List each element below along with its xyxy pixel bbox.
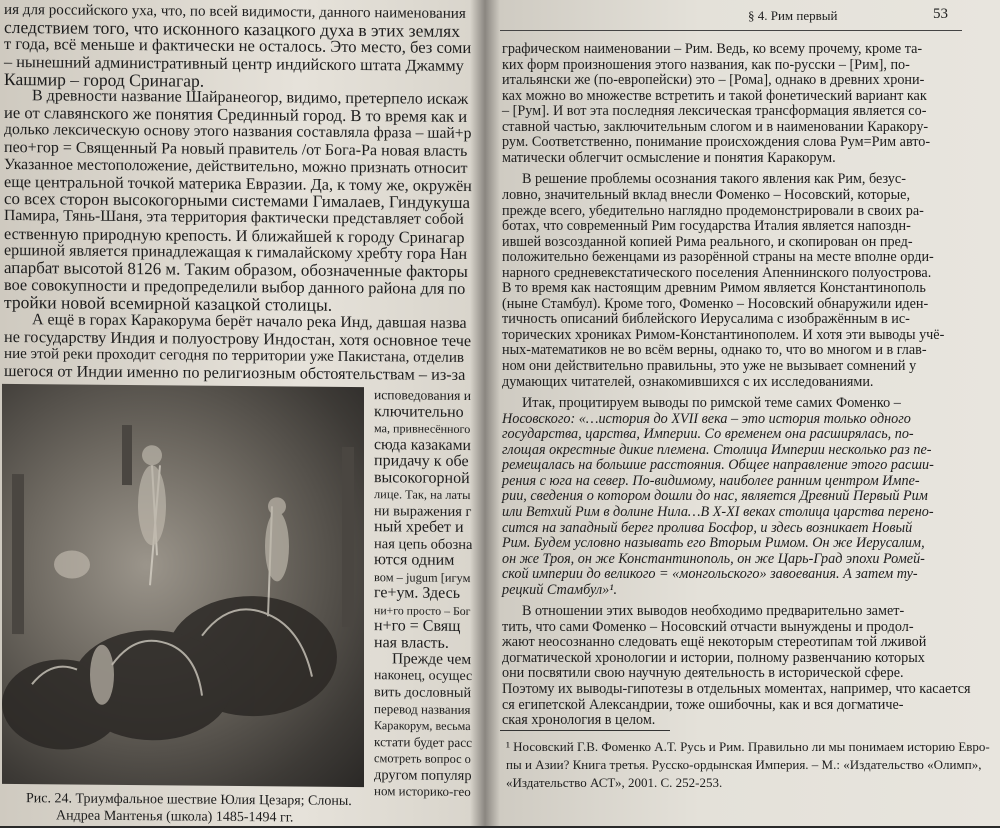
left-text-line: следствием того, что исконного казацкого духа в этих землях [4,17,460,42]
right-text-line: положительно беженцами из разорённой страны на месте вполне орди- [502,249,934,266]
right-text-line: Итак, процитируем выводы по римской теме самих Фоменко – [522,395,901,412]
right-text-line: ской империи до великого = «монгольского» завоевания. А затем ту- [502,566,918,583]
right-text-line: ившей возсозданной копией Рима реального, и скопирован он пред- [502,233,913,250]
left-text-line: Памира, Тянь-Шаня, эта территория фактически представляет собой [4,207,464,229]
right-text-line: графическом наименовании – Рим. Ведь, ко всему прочему, кроме та- [502,41,923,57]
right-text-line: глощая окрестные дикие племена. Столица Империи несколько раз пе- [502,441,932,458]
side-text-line: вить дословный [374,684,472,702]
footnote-rule [500,730,670,731]
side-text-line: наконец, осущес [374,667,473,684]
figure-caption-line-2: Андреа Мантенья (школа) 1485-1494 гг. [56,808,294,826]
right-text-line: рения с юга на север. По-видимому, наиболее ранним центром Импе- [502,472,920,489]
right-text-line: Носовского: «…история до XVII века – это история только одного [502,410,911,427]
right-text-line: ская хронология в целом. [502,712,656,729]
side-text-line: придачу к обе [374,452,469,471]
left-text-line: не государству Индия и полуострову Индостан, хотя основное тече [4,326,472,350]
left-text-line: ие от славянского же понятия Срединный город. В то время как и [4,103,468,127]
right-text-line: государства, царства, Империи. Со временем она расширялась, по- [502,426,914,443]
left-text-line: пео+гор = Священный Ра новый правитель /от Бога-Ра новая власть [4,138,468,160]
left-text-line: – нынешний административный центр индийского штата Джамму [4,51,464,75]
left-text-line: вое совокупности и предопределили выбор данного района для по [4,275,466,299]
left-text-line: долько лексическую основу этого названия составляла фраза – шай+р [4,121,472,143]
figure-triumph-elephants [2,384,364,787]
side-text-line: Прежде чем [392,650,472,669]
side-text-line: вом – jugum [игум [374,569,471,585]
left-text-line: Кашмир – город Сринагар. [4,68,205,91]
right-text-line: догматической хронологии и истории, полному развенчанию которых [502,649,925,666]
right-text-line: ставной частью, заключительным слогом и в наименовании Каракору- [502,118,929,135]
left-page-text [0,0,478,385]
right-text-line: ся египетской Александрии, тоже ошибочны, как и вся догматиче- [502,696,904,713]
right-text-line: рум. Соответственно, понимание происхождения слова Рум=Рим авто- [502,134,931,151]
right-text-line: ных-математиков не во всём верны, однако то, что во многом и в глав- [502,342,927,359]
right-text-line: тить, что сами Фоменко – Носовский отчасти вынуждены и продол- [502,618,914,635]
side-text-line: ключительно [374,402,464,421]
footnote-line-2: пы и Азии? Книга третья. Русско-ордынская Империя. – М.: «Издательство «Олимп», [506,757,982,772]
left-text-line: апарбат высотой 8126 м. Таким образом, обозначенные факторы [4,257,468,281]
right-page [488,0,1000,826]
right-text-line: сится на западный берег пролива Босфор, и здесь возникает Новый [502,519,913,536]
figure-caption-line-1: Рис. 24. Триумфальное шествие Юлия Цезаря; Слоны. [26,791,352,809]
right-text-line: тичность описаний библейского Иерусалима с изображённым в ис- [502,311,910,328]
header-rule [500,30,962,31]
side-text-line: ный хребет и [374,518,464,536]
left-text-line: ершиной является принадлежащая к гималайскому хребту гора Нан [4,241,468,263]
side-text-line: перевод названия [374,700,471,717]
side-text-line: смотреть вопрос о [374,751,471,767]
right-text-line: В то время как настоящим древним Римом является Константинополь [502,280,926,297]
right-text-line: В решение проблемы осознания такого явления как Рим, безус- [522,171,906,188]
side-text-line: ная цепь обозна [374,535,473,553]
right-text-line: думающих читателей, ознакомившихся с их исследованиями. [502,373,874,390]
right-text-line: Рим. Будем условно называть его Вторым Римом. Он же Иерусалим, [502,535,925,552]
side-text-line: ни выражения г [374,502,472,520]
side-text-line: высокогорной [374,468,470,487]
right-text-line: матически облегчит осмысление и понятия Каракорум. [502,149,836,166]
left-text-line: ественную природную крепость. И ближайшей к городу Сринагар [4,223,465,247]
right-text-line: ботах, что современный Рим государства Италия является напоздн- [502,218,911,235]
side-text-line: исповедования и [374,387,472,404]
right-text-line: Поэтому их выводы-гипотезы в отдельных моментах, например, что касается [502,681,971,697]
left-text-line: еще центральной точкой материка Евразии. Да, к тому же, окружён [4,171,472,196]
right-text-line: итальянски же (по-европейски) это – [Рома], однако в древних хрони- [502,72,925,89]
right-text-line: жают неосознанно следовать ещё некоторым стереотипам той лживой [502,634,927,651]
side-text-line: лице. Так, на латы [374,487,471,503]
right-text-line: ремещалась на большие расстояния. Общее направление этого расши- [502,457,934,474]
running-header-title: § 4. Рим первый [748,8,838,23]
side-text-line: ма, привнесённого [374,421,471,437]
left-text-line: ние этой реки проходит сегодня по территории уже Пакистана, отделив [4,345,465,366]
right-text-line: ном они действительно правильны, это уже не вызывает сомнений у [502,358,917,374]
side-text-line: ная власть. [374,633,449,652]
right-text-line: он же Троя, он же Константинополь, он же Царь-Град эпохи Ромей- [502,550,925,567]
left-text-line: ия для российского уха, что, по всей видимости, данного наименования [4,1,466,22]
side-text-line: н+го = Свящ [374,617,461,635]
side-text-line: сюда казаками [374,435,471,454]
side-text-line: ются одним [374,551,455,569]
page-number: 53 [933,6,948,22]
side-text-line: ге+ум. Здесь [374,584,461,602]
footnote-line-1: ¹ Носовский Г.В. Фоменко А.Т. Русь и Рим. Правильно ли мы понимаем историю Евро- [506,739,990,754]
right-text-line: или Ветхий Рим в долине Нила…В Х-ХI веках столица царства перено- [502,503,934,520]
right-text-line: В отношении этих выводов необходимо предварительно замет- [522,603,905,620]
right-text-line: нарного средневекстатического поселения Апеннинского полуострова. [502,264,932,281]
right-text-line: они посвятили свою научную деятельность в исторической сфере. [502,665,904,682]
side-text-line: Каракорум, весьма [374,718,471,734]
left-text-line: А ещё в горах Каракорума берёт начало река Инд, давшая назва [32,310,467,332]
right-text-line: ловно, значительный вклад внесли Фоменко – Носовский, которые, [502,186,910,203]
left-text-line: со всех сторон высокогорными системами Гималаев, Гиндукуша [4,189,471,213]
side-text-line: ни+го просто – Бог [374,602,471,618]
left-text-line: В древности название Шайранеогор, видимо, претерпело искаж [32,87,469,109]
right-text-line: торических хрониках Римом-Константинополем. И хотя эти выводы учё- [502,326,945,343]
left-text-line: тройки новой всемирной казацкой столицы. [4,292,333,316]
right-text-line: ках можно во множестве встретить и такой фонетический вариант как [502,87,927,104]
right-text-line: рецкий Стамбул»¹. [502,581,618,598]
side-text-line: ном историко-гео [374,783,471,800]
side-text-line: кстати будет расс [374,733,473,750]
right-text-line: ких форм произношения этого названия, как по-русски – [Рим], по- [502,56,910,73]
left-text-line: шегося от Индии именно по религиозным обстоятельствам – из-за [4,361,466,385]
right-text-line: рии, сведения о котором дошли до нас, является Древний Первый Рим [502,488,928,505]
right-text-line: – [Рум]. И вот эта последняя лексическая трансформация является со- [502,103,927,120]
left-text-line: т года, всё меньше и фактически не осталось. Это место, без соми [4,34,472,58]
left-page [0,0,478,828]
side-text-line: другом популяр [374,766,472,784]
left-text-line: Указанное местоположение, действительно, можно признать относит [4,155,468,177]
footnote-line-3: «Издательство АСТ», 2001. С. 252-253. [506,775,723,790]
right-text-line: прежде всего, убедительно наглядно продемонстрировали в своих ра- [502,202,924,219]
engraving-illustration [2,384,364,787]
right-text-line: (ныне Стамбул). Кроме того, Фоменко – Носовский обнаружили иден- [502,295,929,312]
